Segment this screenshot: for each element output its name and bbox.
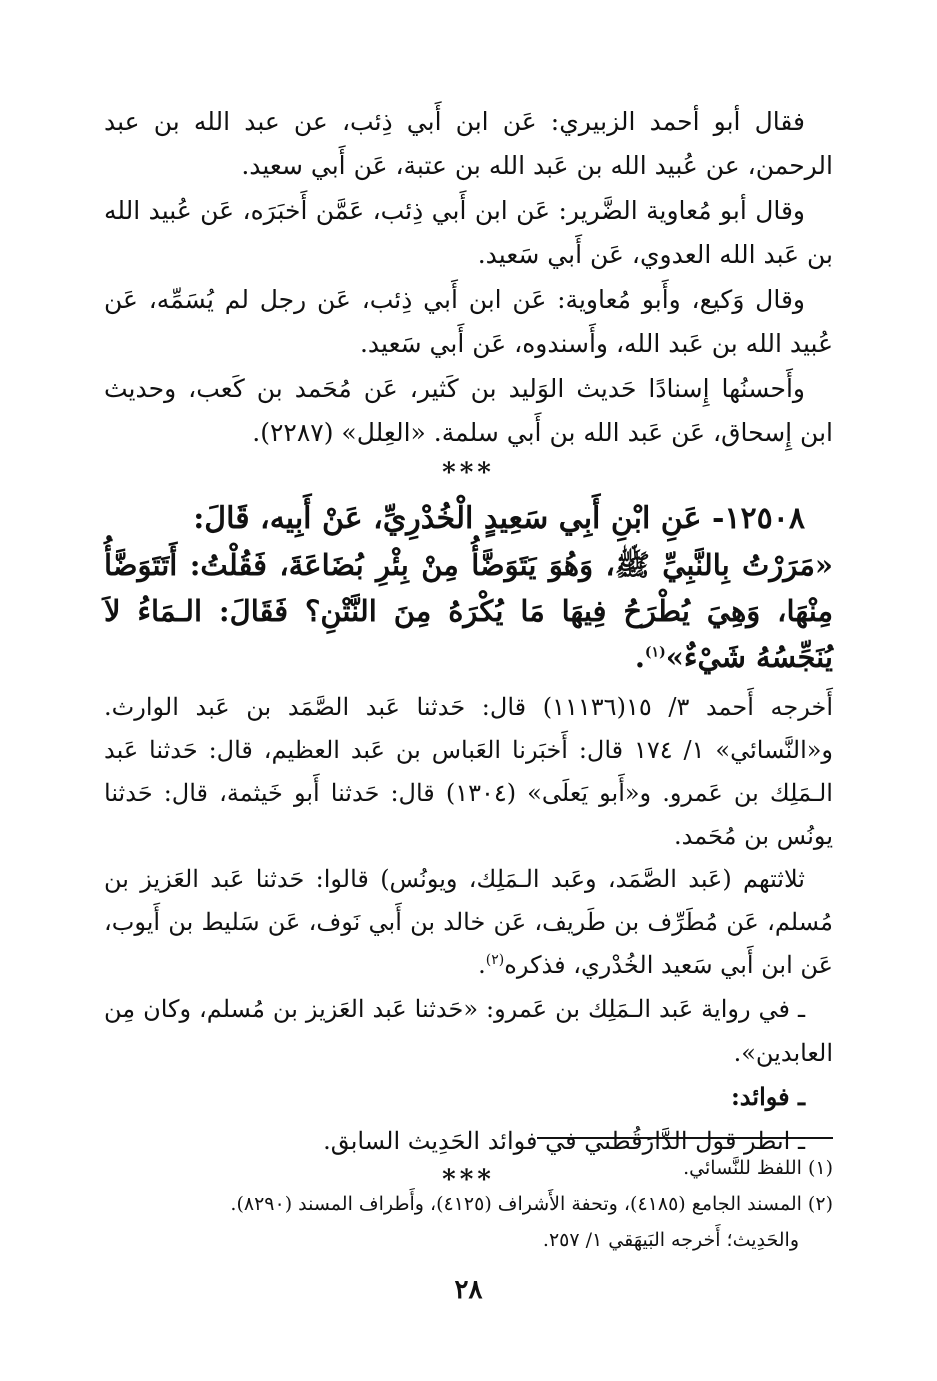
hadith-text: «مَرَرْتُ بِالنَّبِيِّ ﷺ، وَهُوَ يَتَوَضَّأُ مِنْ بِئْرِ بُضَاعَةَ، فَقُلْتُ: أَتَتَوَضَّأُ مِنْهَا، وَهِيَ يُطْرَحُ فِيهَا مَا يُكْرَهُ مِنَ النَّتْنِ؟ فَقَالَ: الـمَاءُ لاَ يُنَجِّسُهُ شَيْءٌ»$^{(١)}$. [104,548,833,674]
fawaid-text: ـ انظر قول الدَّارَقُطني في فوائد الحَدِيث السابق. [323,1127,805,1155]
separator-stars: *** [442,458,495,488]
footnote-2: (٢) المسند الجامع (٤١٨٥)، وتحفة الأَشراف (٤١٢٥)، وأَطراف المسند (٨٢٩٠). [230,1193,833,1215]
takhrij-paragraph-2: ثلاثتهم (عَبد الصَّمَد، وعَبد الـمَلِك، ويونُس) قالوا: حَدثنا عَبد العَزيز بن مُسلم، عَن مُطَرِّف بن طَريف، عَن خالد بن أَبي نَوف، عَن سَليط بن أَيوب، عَن ابن أَبي سَعيد الخُدْري، فذكره$^{(٢)}$. [104,865,833,979]
takhrij-body: ثلاثتهم (عَبد الصَّمَد، وعَبد الـمَلِك، ويونُس) قالوا: حَدثنا عَبد العَزيز بن مُسلم، عَن مُطَرِّف بن طَريف، عَن خالد بن أَبي نَوف، عَن سَليط بن أَيوب، عَن ابن أَبي سَعيد الخُدْري، فذكره [104,865,833,979]
paragraph-zubayri: فقال أبو أحمد الزبيري: عَن ابن أَبي ذِئب، عن عبد الله بن عبد الرحمن، عن عُبيد الله بن عَبد الله بن عتبة، عَن أَبي سعيد. [104,107,833,180]
paragraph-abu-muawiya: وقال أبو مُعاوية الضَّرير: عَن ابن أَبي ذِئب، عَمَّن أَخبَرَه، عَن عُبيد الله بن عَبد الله العدوي، عَن أَبي سَعيد. [104,196,833,269]
fawaid-heading: ـ فوائد: [730,1082,805,1111]
separator-stars-bottom: *** [442,1165,495,1195]
page-number: ٢٨ [454,1275,483,1305]
paragraph-waki: وقال وَكيع، وأَبو مُعاوية: عَن ابن أَبي ذِئب، عَن رجل لم يُسَمِّه، عَن عُبيد الله بن عَبد الله، وأَسندوه، عَن أَبي سَعيد. [104,285,833,358]
footnote-ref-1: (١) [644,644,666,661]
takhrij-paragraph-1: أَخرجه أَحمد ٣/ ١٥(١١١٣٦) قال: حَدثنا عَبد الصَّمَد بن عَبد الوارث. و«النَّسائي» ١/ ١٧٤ قال: أَخبَرنا العَباس بن عَبد العظيم، قال: حَدثنا عَبد الـمَلِك بن عَمرو. و«أَبو يَعلَى» (١٣٠٤) قال: حَدثنا أَبو خَيثمة، قال: حَدثنا يونُس بن مُحَمد. [104,693,834,850]
footnote-divider [537,1137,833,1139]
footnotes [104,1150,833,1258]
hadith-body: «مَرَرْتُ بِالنَّبِيِّ ﷺ، وَهُوَ يَتَوَضَّأُ مِنْ بِئْرِ بُضَاعَةَ، فَقُلْتُ: أَتَتَوَضَّأُ مِنْهَا، وَهِيَ يُطْرَحُ فِيهَا مَا يُكْرَهُ مِنَ النَّتْنِ؟ فَقَالَ: الـمَاءُ لاَ يُنَجِّسُهُ شَيْءٌ» [104,548,833,674]
note-riwaya: ـ في رواية عَبد الـمَلِك بن عَمرو: «حَدثنا عَبد العَزيز بن مُسلم، وكان مِن العابدين». [104,995,833,1067]
footnote-2-continuation: والحَدِيث؛ أَخرجه البَيهَقي ١/ ٢٥٧. [542,1229,799,1251]
paragraph-ahsanuha: وأَحسنُها إِسنادًا حَديث الوَليد بن كَثير، عَن مُحَمد بن كَعب، وحديث ابن إِسحاق، عَن عَبد الله بن أَبي سلمة. «العِلل» (٢٢٨٧). [104,374,833,447]
footnote-ref-2: (٢) [485,952,505,968]
footnote-1: (١) اللفظ للنَّسائي. [683,1157,833,1179]
hadith-heading: ١٢٥٠٨- عَنِ ابْنِ أَبِي سَعِيدٍ الْخُدْرِيِّ، عَنْ أَبِيه، قَالَ: [193,501,805,536]
